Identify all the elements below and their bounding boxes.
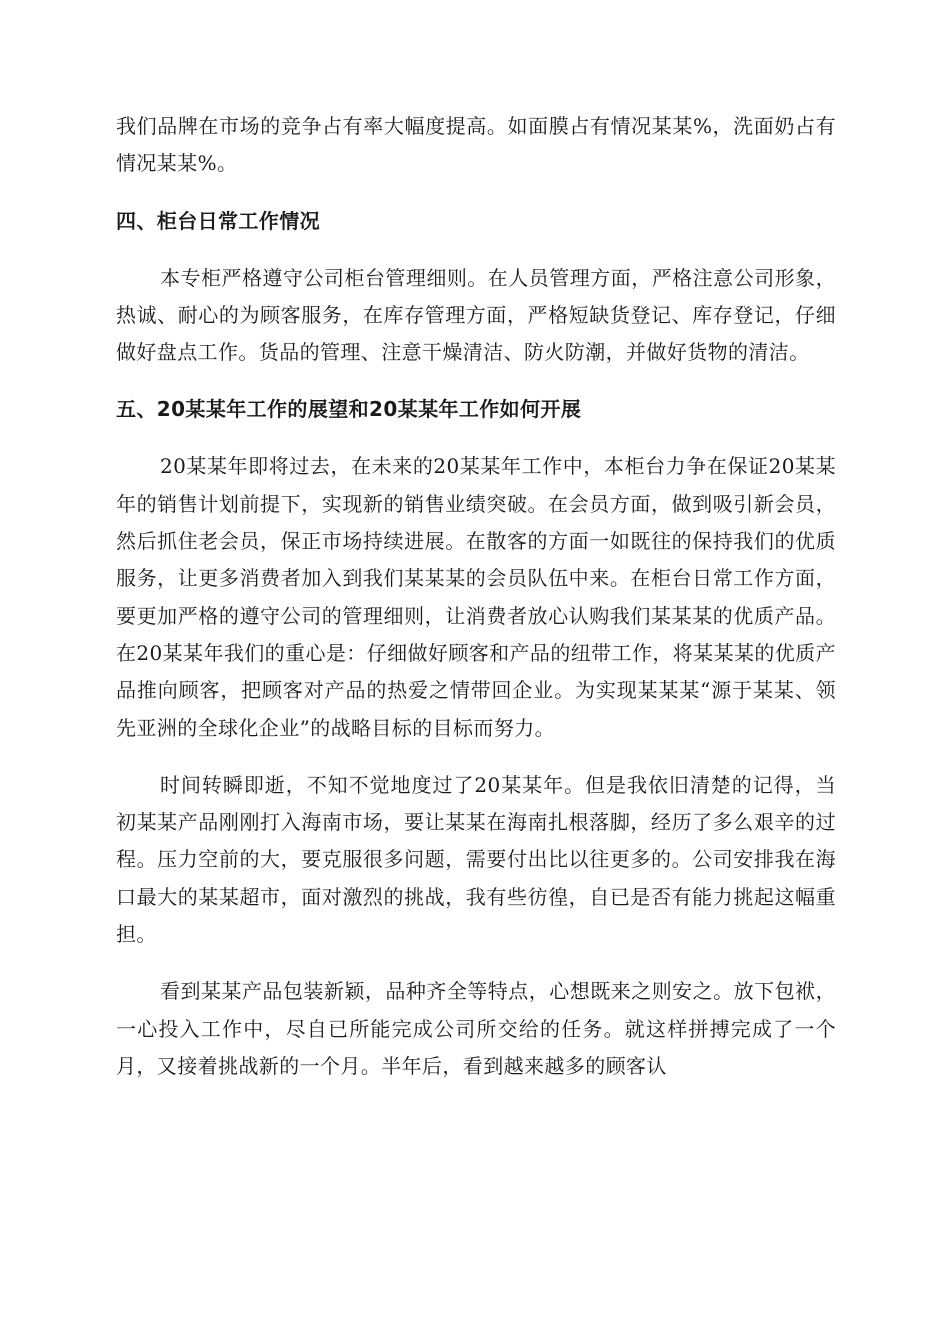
- paragraph-product-dedication: 看到某某产品包装新颖，品种齐全等特点，心想既来之则安之。放下包袱，一心投入工作中，尽自已所能完成公司所交给的任务。就这样拼搏完成了一个月，又接着挑战新的一个月。半年后，看到越来越多的顾客认: [116, 979, 836, 1078]
- paragraph-time-review: 时间转瞬即逝，不知不觉地度过了20某某年。但是我依旧清楚的记得，当初某某产品刚刚打入海南市场，要让某某在海南扎根落脚，经历了多么艰辛的过程。压力空前的大，要克服很多问题，需要付出比以往更多的。公司安排我在海口最大的某某超市，面对激烈的挑战，我有些彷徨，自已是否有能力挑起这幅重担。: [116, 772, 836, 947]
- paragraph-outlook-plan: 20某某年即将过去，在未来的20某某年工作中，本柜台力争在保证20某某年的销售计划前提下，实现新的销售业绩突破。在会员方面，做到吸引新会员，然后抓住老会员，保正市场持续进展。在散客的方面一如既往的保持我们的优质服务，让更多消费者加入到我们某某某的会员队伍中来。在柜台日常工作方面，要更加严格的遵守公司的管理细则，让消费者放心认购我们某某某的优质产品。在20某某年我们的重心是：仔细做好顾客和产品的纽带工作，将某某某的优质产品推向顾客，把顾客对产品的热爱之情带回企业。为实现某某某“源于某某、领先亚洲的全球化企业”的战略目标的目标而努力。: [116, 454, 836, 740]
- paragraph-counter-daily-work: 本专柜严格遵守公司柜台管理细则。在人员管理方面，严格注意公司形象，热诚、耐心的为顾客服务，在库存管理方面，严格短缺货登记、库存登记，仔细做好盘点工作。货品的管理、注意干燥清洁、防火防潮，并做好货物的清洁。: [116, 265, 836, 365]
- section-heading-counter-daily-work: 四、柜台日常工作情况: [116, 208, 320, 233]
- intro-paragraph: 我们品牌在市场的竞争占有率大幅度提高。如面膜占有情况某某%，洗面奶占有情况某某%。: [116, 114, 836, 176]
- section-heading-outlook: 五、20某某年工作的展望和20某某年工作如何开展: [116, 397, 582, 422]
- document-body: [116, 108, 836, 1105]
